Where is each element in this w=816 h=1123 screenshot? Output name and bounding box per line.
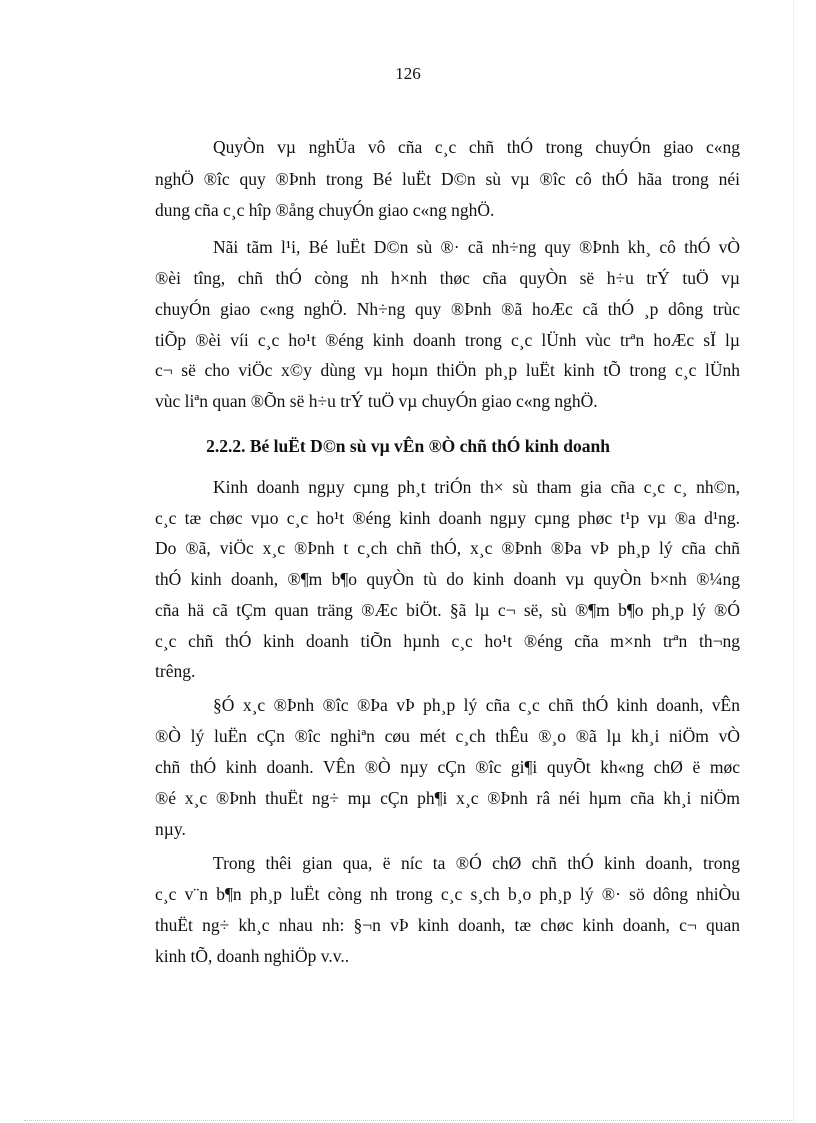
text-line: chñ thÓ kinh doanh. VÊn ®Ò nµy cÇn ®îc gi¶i quyÕt kh«ng chØ ë møc	[155, 757, 740, 777]
text-line: c¸c chñ thÓ kinh doanh tiÕn hµnh c¸c ho¹t ®éng cña m×nh trªn th¬ng	[155, 631, 740, 651]
text-line: nµy.	[155, 819, 186, 839]
text-line: QuyÒn vµ nghÜa vô cña c¸c chñ thÓ trong chuyÓn giao c«ng	[213, 137, 740, 157]
text-line: Nãi tãm l¹i, Bé luËt D©n sù ®· cã nh÷ng quy ®Þnh kh¸ cô thÓ vÒ	[213, 237, 740, 257]
text-line: dung cña c¸c hîp ®ång chuyÓn giao c«ng nghÖ.	[155, 200, 495, 220]
text-line: ®èi tîng, chñ thÓ còng nh h×nh thøc cña quyÒn së h÷u trÝ tuÖ vµ	[155, 268, 740, 288]
text-line: ®Ò lý luËn cÇn ®îc nghiªn cøu mét c¸ch thÊu ®¸o ®ã lµ kh¸i niÖm vÒ	[155, 726, 740, 746]
page-number: 126	[395, 64, 421, 83]
text-line: nghÖ ®îc quy ®Þnh trong Bé luËt D©n sù vµ ®îc cô thÓ hãa trong néi	[155, 169, 740, 189]
text-line: Kinh doanh ngµy cµng ph¸t triÓn th× sù tham gia cña c¸c c¸ nh©n,	[213, 477, 740, 497]
page-edge-divider	[793, 0, 794, 1123]
text-line: kinh tÕ, doanh nghiÖp v.v..	[155, 946, 350, 966]
section-heading: 2.2.2. Bé luËt D©n sù vµ vÊn ®Ò chñ thÓ kinh doanh	[206, 436, 610, 456]
text-line: Trong thêi gian qua, ë níc ta ®Ó chØ chñ thÓ kinh doanh, trong	[213, 853, 740, 873]
text-line: thÓ kinh doanh, ®¶m b¶o quyÒn tù do kinh doanh vµ quyÒn b×nh ®¼ng	[155, 569, 740, 589]
text-line: c¸c v¨n b¶n ph¸p luËt còng nh trong c¸c s¸ch b¸o ph¸p lý ®· sö dông nhiÒu	[155, 884, 740, 904]
text-line: trêng.	[155, 661, 196, 681]
text-line: chuyÓn giao c«ng nghÖ. Nh÷ng quy ®Þnh ®ã hoÆc cã thÓ ¸p dông trùc	[155, 299, 740, 319]
text-line: Do ®ã, viÖc x¸c ®Þnh t c¸ch chñ thÓ, x¸c ®Þnh ®Þa vÞ ph¸p lý cña chñ	[155, 538, 740, 558]
text-line: vùc liªn quan ®Õn së h÷u trÝ tuÖ vµ chuyÓn giao c«ng nghÖ.	[155, 391, 598, 411]
text-line: thuËt ng÷ kh¸c nhau nh: §¬n vÞ kinh doanh, tæ chøc kinh doanh, c¬ quan	[155, 915, 740, 935]
text-line: c¬ së cho viÖc x©y dùng vµ hoµn thiÖn ph¸p luËt kinh tÕ trong c¸c lÜnh	[155, 360, 740, 380]
text-line: ®é x¸c ®Þnh thuËt ng÷ mµ cÇn ph¶i x¸c ®Þnh râ néi hµm cña kh¸i niÖm	[155, 788, 740, 808]
text-line: cña hä cã tÇm quan träng ®Æc biÖt. §ã lµ c¬ së, sù ®¶m b¶o ph¸p lý ®Ó	[155, 600, 740, 620]
text-line: §Ó x¸c ®Þnh ®îc ®Þa vÞ ph¸p lý cña c¸c chñ thÓ kinh doanh, vÊn	[213, 695, 740, 715]
page-bottom-divider	[24, 1120, 792, 1121]
text-line: tiÕp ®èi víi c¸c ho¹t ®éng kinh doanh trong c¸c lÜnh vùc trªn hoÆc sÏ lµ	[155, 330, 740, 350]
text-line: c¸c tæ chøc vµo c¸c ho¹t ®éng kinh doanh ngµy cµng phøc t¹p vµ ®a d¹ng.	[155, 508, 740, 528]
